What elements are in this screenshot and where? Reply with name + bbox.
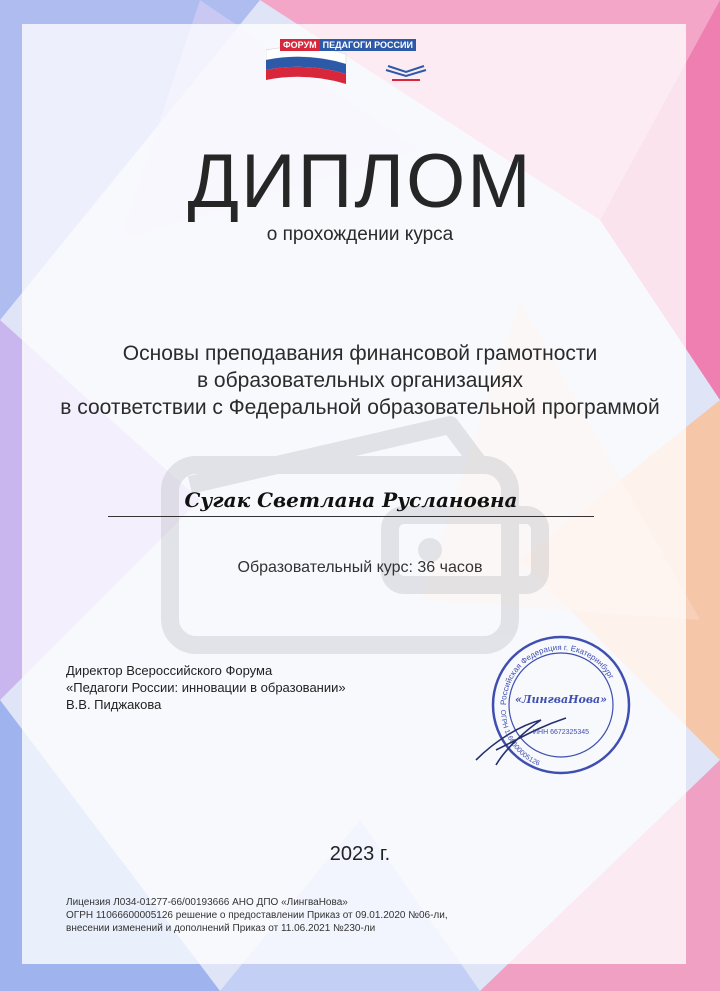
director-line-1: Директор Всероссийского Форума <box>66 663 273 678</box>
license-line-1: Лицензия Л034-01277-66/00193666 АНО ДПО «ЛингваНова» <box>66 897 348 908</box>
diploma-title: ДИПЛОМ <box>187 139 533 224</box>
organization-stamp <box>466 630 656 780</box>
stamp-center-text: «ЛингваНова» <box>514 693 608 706</box>
stamp-inn: ИНН 6672325345 <box>532 729 590 736</box>
director-line-2: «Педагоги России: инновации в образовании» <box>66 680 346 695</box>
license-info <box>66 896 448 935</box>
course-line-3: в соответствии с Федеральной образовательной программой <box>60 396 660 419</box>
stamp-ogrn: ОГРН 1166600005126 <box>498 709 541 768</box>
course-title <box>0 340 720 421</box>
logo-part2: ПЕДАГОГИ РОССИИ <box>320 39 416 51</box>
wallet-watermark-icon <box>150 395 570 655</box>
course-line-1: Основы преподавания финансовой грамотности <box>122 342 598 365</box>
director-name: В.В. Пиджакова <box>66 697 162 712</box>
course-line-2: в образовательных организациях <box>196 369 524 392</box>
license-line-3: внесении изменений и дополнений Приказ от 11.06.2021 №230-ли <box>66 923 376 934</box>
name-underline <box>108 516 594 517</box>
stamp-ring-text: Российская Федерация г. Екатеринбург <box>498 642 616 706</box>
recipient-name: Сугак Светлана Руслановна <box>184 488 518 512</box>
license-line-2: ОГРН 11066600005126 решение о предоставлении Приказ от 09.01.2020 №06-ли, <box>66 910 448 921</box>
signature <box>476 718 566 765</box>
diploma-year: 2023 г. <box>329 843 391 865</box>
director-block <box>66 662 346 713</box>
diploma-subtitle: о прохождении курса <box>266 224 454 245</box>
course-hours: Образовательный курс: 36 часов <box>237 559 483 576</box>
forum-logo <box>266 36 446 86</box>
logo-part1: ФОРУМ <box>280 39 320 51</box>
